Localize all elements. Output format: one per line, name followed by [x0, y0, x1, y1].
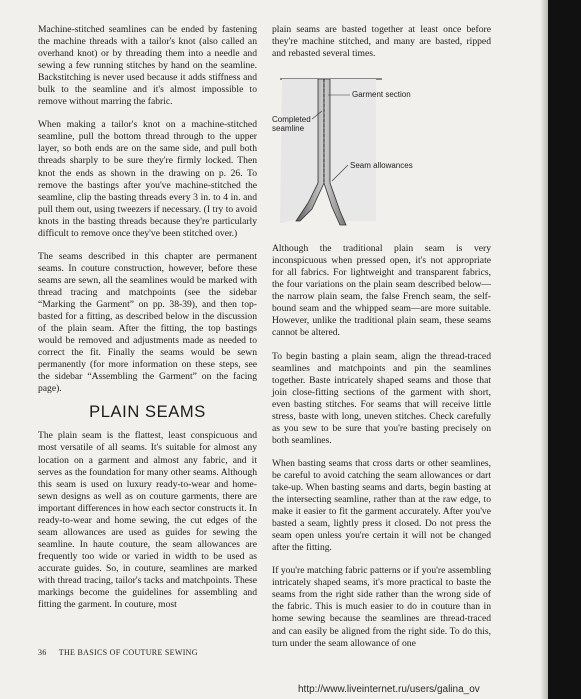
- paragraph: The seams described in this chapter are permanent seams. In couture construction, however, before these seams are sewn, all the seamlines would be marked with thread tracing and matchpoints (see the sidebar “Marking the Garment” on pp. 38-39), and then top-basted for a fitting, as described below in the discussion of the plain seam. After the fitting, the top bastings would be removed and adjustments made as needed to correct the fit. Finally the seams would be sewn permanently (for more information on these steps, see the sidebar “Assembling the Garment” on the facing page).: [38, 250, 257, 395]
- paragraph: Although the traditional plain seam is very inconspicuous when pressed open, it's not appropriate for all fabrics. For lightweight and transparent fabrics, the four variations on the plain seam described below—the narrow plain seam, the false French seam, the self-bound seam and the whipped seam—are more suitable. However, unlike the traditional plain seam, these seams cannot be altered.: [272, 243, 491, 339]
- right-column: [272, 24, 491, 650]
- paragraph: plain seams are basted together at least once before they're machine stitched, and many are basted, ripped and rebasted several times.: [272, 24, 491, 60]
- page-gutter-shadow: [540, 0, 548, 699]
- paragraph: Machine-stitched seamlines can be ended by fastening the machine threads with a tailor's knot (also called an overhand knot) or by threading them into a needle and sewing a few running stitches by hand on the seamline. Backstitching is never used because it adds stiffness and bulk to the seamline and it's almost impossible to remove without marring the fabric.: [38, 24, 257, 108]
- page-footer: [38, 648, 198, 657]
- paragraph: To begin basting a plain seam, align the thread-traced seamlines and matchpoints and pin the seamlines together. Baste intricately shaped seams and those that join close-fitting sections of the garment with short, even basting stitches. For seams that will receive little stress, baste with long, uneven stitches. Check carefully as you sew to be sure that you're basting precisely on both seamlines.: [272, 350, 491, 446]
- seam-illustration: [272, 71, 491, 231]
- section-heading: PLAIN SEAMS: [89, 403, 206, 422]
- scan-border: [548, 0, 581, 699]
- running-title: THE BASICS OF COUTURE SEWING: [58, 648, 198, 657]
- paragraph: When basting seams that cross darts or other seamlines, be careful to avoid catching the seam allowances or dart take-up. When basting seams and darts, begin basting at the intersecting seamline, rather than at the raw edge, to make it easier to fit the garment accurately. After you've basted a seam, lightly press it closed. Do not press the seam open unless you're certain it will not be changed after the fitting.: [272, 457, 491, 554]
- figure-label-completed-seamline: Completed seamline: [272, 115, 311, 134]
- paragraph: When making a tailor's knot on a machine-stitched seamline, pull the bottom thread through to the upper layer, so both ends are on the same side, and pull both threads sharply to be sure they're firmly locked. Then knot the ends as shown in the drawing on p. 26. To remove the bastings after you've machine-stitched the seamline, clip the basting threads every 3 in. to 4 in. and pull them out, using tweezers if necessary. (I try to avoid knots in the basting threads because they're particularly difficult to remove once they've been stitched over.): [38, 119, 257, 239]
- watermark-url: http://www.liveinternet.ru/users/galina_ov: [298, 684, 480, 695]
- page-number: 36: [38, 648, 47, 657]
- paragraph: The plain seam is the flattest, least conspicuous and most versatile of all seams. It's suitable for almost any location on a garment and almost any fabric, and it serves as the foundation for many other seams. Although this seam is used on luxury ready-to-wear and home-sewn designs as well as on couture garments, there are important differences in how each sector constructs it. In ready-to-wear and home sewing, the cut edges of the seam allowances are used as guides for sewing the seamline. In haute couture, the seam allowances are frequently too wide or varied in width to be used as accurate guides. So, in couture, seamlines are marked with thread tracing, tailor's tacks and matchpoints. These markings become the guidelines for assembling and fitting the garment. In couture, most: [38, 430, 257, 611]
- left-column: [38, 24, 257, 611]
- figure-label-seam-allowances: Seam allowances: [350, 161, 413, 171]
- paragraph: If you're matching fabric patterns or if you're assembling intricately shaped seams, it's more practical to baste the seams from the right side rather than the wrong side of the fabric. This is much easier to do in couture than in home sewing because the seamlines are thread-traced and can easily be aligned from the right side. To do this, turn under the seam allowance of one: [272, 565, 491, 649]
- figure-label-garment: Garment section: [352, 90, 411, 100]
